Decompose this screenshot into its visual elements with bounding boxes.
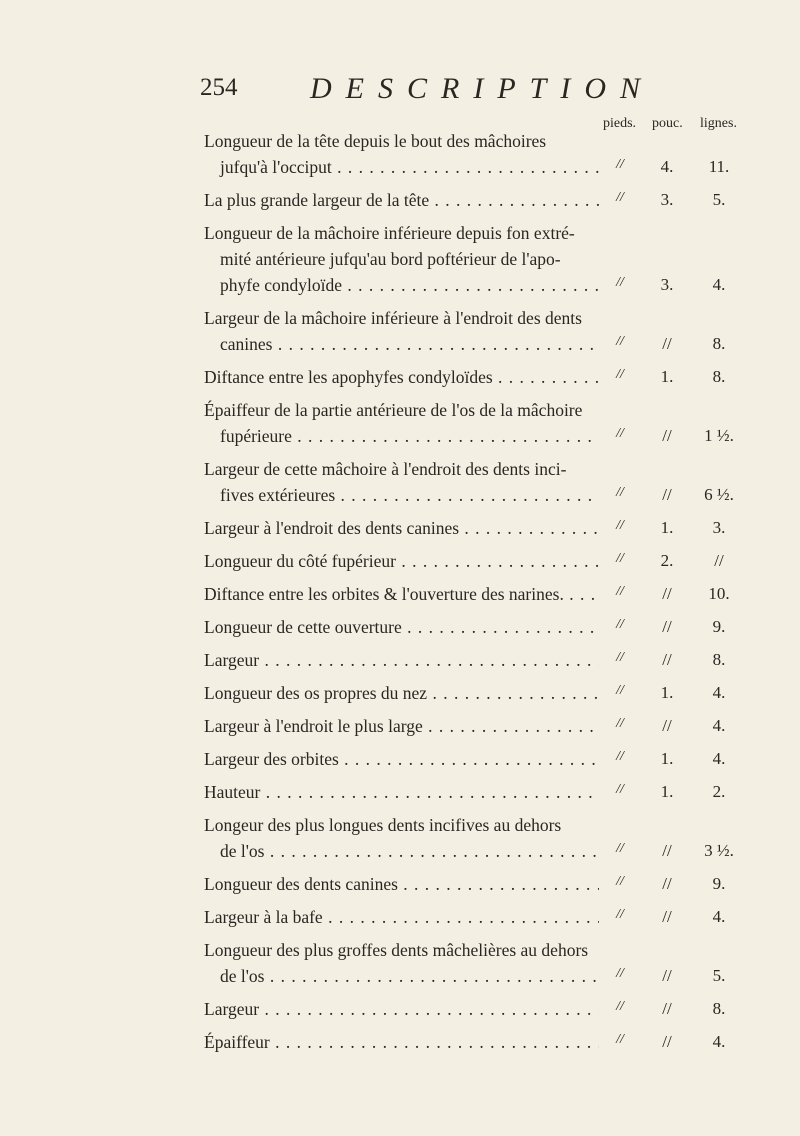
value-pieds: // [616,617,624,632]
table-row [0,904,800,930]
table-row [0,614,800,640]
row-label [204,187,599,213]
value-lignes: 11. [708,157,730,176]
row-label-line: Largeur de cette mâchoire à l'endroit des dents inci- [204,459,567,479]
table-row [0,812,800,864]
row-label-line: Diftance entre les apophyfes condyloïdes . . . [204,364,599,390]
value-pouces: // [662,617,672,636]
value-lignes: 8. [712,334,726,353]
value-pouces: 4. [660,157,674,176]
page-number: 254 [200,74,238,101]
value-pouces: // [662,999,672,1018]
table-row [0,220,800,298]
row-label [204,128,599,180]
row-label-line: La plus grande largeur de la tête . . . [204,187,599,213]
table-row [0,456,800,508]
value-lignes: 4. [712,749,726,768]
row-label-line: Largeur à la bafe . . . [204,904,599,930]
value-lignes: 8. [712,367,726,386]
row-label [204,581,599,607]
value-lignes: 5. [712,966,726,985]
value-lignes: 3 ½. [704,841,734,860]
value-pouces: 3. [660,190,674,209]
row-label [204,1029,599,1055]
table-row [0,779,800,805]
row-label [204,364,599,390]
value-pieds: // [616,1032,624,1047]
row-label-line: Longeur des plus longues dents incifives au dehors [204,815,562,835]
column-header-lignes: lignes. [700,116,737,131]
value-pouces: // [662,485,672,504]
value-lignes: 4. [712,1032,726,1051]
value-pieds: // [616,551,624,566]
row-label-line: phyfe condyloïde . . . [204,272,599,298]
value-lignes: 5. [712,190,726,209]
row-label-line: fives extérieures . . . [204,482,599,508]
row-label-line: Longueur des os propres du nez . . . [204,680,599,706]
table-row [0,1029,800,1055]
table-row [0,397,800,449]
value-lignes: // [714,551,724,570]
row-label-line: Longueur de cette ouverture . . . [204,614,599,640]
row-label [204,456,599,508]
value-pouces: 1. [660,683,674,702]
value-lignes: 6 ½. [704,485,734,504]
value-pieds: // [616,190,624,205]
row-label [204,871,599,897]
row-label-line: mité antérieure jufqu'au bord poftérieur de l'apo- [220,249,561,269]
value-pouces: 1. [660,782,674,801]
value-pouces: // [662,426,672,445]
value-pouces: // [662,716,672,735]
row-label [204,305,599,357]
table-row [0,746,800,772]
row-label [204,812,599,864]
row-label [204,996,599,1022]
row-label-line: Épaiffeur de la partie antérieure de l'os de la mâchoire [204,400,583,420]
row-label-line: Largeur . . . [204,996,599,1022]
row-label-line: Épaiffeur . . . [204,1029,599,1055]
row-label-line: Longueur du côté fupérieur . . . [204,548,599,574]
value-pieds: // [616,334,624,349]
table-row [0,937,800,989]
table-row [0,187,800,213]
value-lignes: 4. [712,683,726,702]
column-header-pieds: pieds. [603,116,637,131]
row-label-line: canines . . . [204,331,599,357]
value-pieds: // [616,966,624,981]
value-lignes: 2. [712,782,726,801]
value-pouces: 3. [660,275,674,294]
value-pouces: // [662,874,672,893]
value-pouces: // [662,841,672,860]
value-pieds: // [616,841,624,856]
value-pieds: // [616,650,624,665]
row-label [204,904,599,930]
value-pouces: // [662,650,672,669]
value-pouces: // [662,907,672,926]
row-label-line: Largeur à l'endroit le plus large . . . [204,713,599,739]
table-row [0,364,800,390]
value-pouces: 1. [660,367,674,386]
table-row [0,305,800,357]
row-label [204,220,599,298]
value-pieds: // [616,716,624,731]
row-label-line: jufqu'à l'occiput . . . [204,154,599,180]
value-pouces: // [662,966,672,985]
table-row [0,128,800,180]
value-lignes: 9. [712,874,726,893]
row-label-line: Longueur de la mâchoire inférieure depuis fon extré- [204,223,575,243]
value-pieds: // [616,874,624,889]
value-pouces: // [662,1032,672,1051]
row-label-line: Largeur à l'endroit des dents canines . . . [204,515,599,541]
row-label [204,548,599,574]
value-pouces: 2. [660,551,674,570]
row-label-line: Largeur . . . [204,647,599,673]
table-row [0,581,800,607]
value-pieds: // [616,999,624,1014]
value-lignes: 4. [712,716,726,735]
table-row [0,548,800,574]
value-pouces: // [662,334,672,353]
value-pieds: // [616,683,624,698]
value-lignes: 3. [712,518,726,537]
value-pieds: // [616,584,624,599]
value-pieds: // [616,485,624,500]
value-lignes: 9. [712,617,726,636]
row-label [204,713,599,739]
value-pouces: 1. [660,749,674,768]
row-label-line: Longueur des dents canines . . . [204,871,599,897]
row-label [204,647,599,673]
row-label [204,779,599,805]
value-pouces: // [662,584,672,603]
row-label-line: de l'os . . . [204,963,599,989]
value-pouces: 1. [660,518,674,537]
row-label [204,614,599,640]
row-label-line: Hauteur . . . [204,779,599,805]
row-label [204,515,599,541]
row-label-line: Longueur de la tête depuis le bout des mâchoires [204,131,547,151]
value-pieds: // [616,275,624,290]
row-label-line: Diftance entre les orbites & l'ouverture des narines. . . . [204,581,599,607]
value-pieds: // [616,749,624,764]
value-pieds: // [616,518,624,533]
table-row [0,713,800,739]
table-row [0,515,800,541]
value-pieds: // [616,782,624,797]
row-label-line: de l'os . . . [204,838,599,864]
row-label [204,680,599,706]
value-lignes: 4. [712,907,726,926]
value-lignes: 1 ½. [704,426,734,445]
value-pieds: // [616,157,624,172]
table-row [0,871,800,897]
value-pieds: // [616,426,624,441]
column-header-pouces: pouc. [652,116,683,131]
value-pieds: // [616,907,624,922]
running-title: DESCRIPTION [310,72,654,105]
table-row [0,996,800,1022]
row-label-line: Longueur des plus groffes dents mâchelières au dehors [204,940,589,960]
value-lignes: 10. [708,584,730,603]
value-pieds: // [616,367,624,382]
row-label [204,937,599,989]
table-row [0,680,800,706]
value-lignes: 8. [712,999,726,1018]
row-label-line: Largeur des orbites . . . [204,746,599,772]
row-label-line: fupérieure . . . [204,423,599,449]
table-row [0,647,800,673]
value-lignes: 4. [712,275,726,294]
row-label [204,397,599,449]
row-label-line: Largeur de la mâchoire inférieure à l'endroit des dents [204,308,582,328]
value-lignes: 8. [712,650,726,669]
row-label [204,746,599,772]
